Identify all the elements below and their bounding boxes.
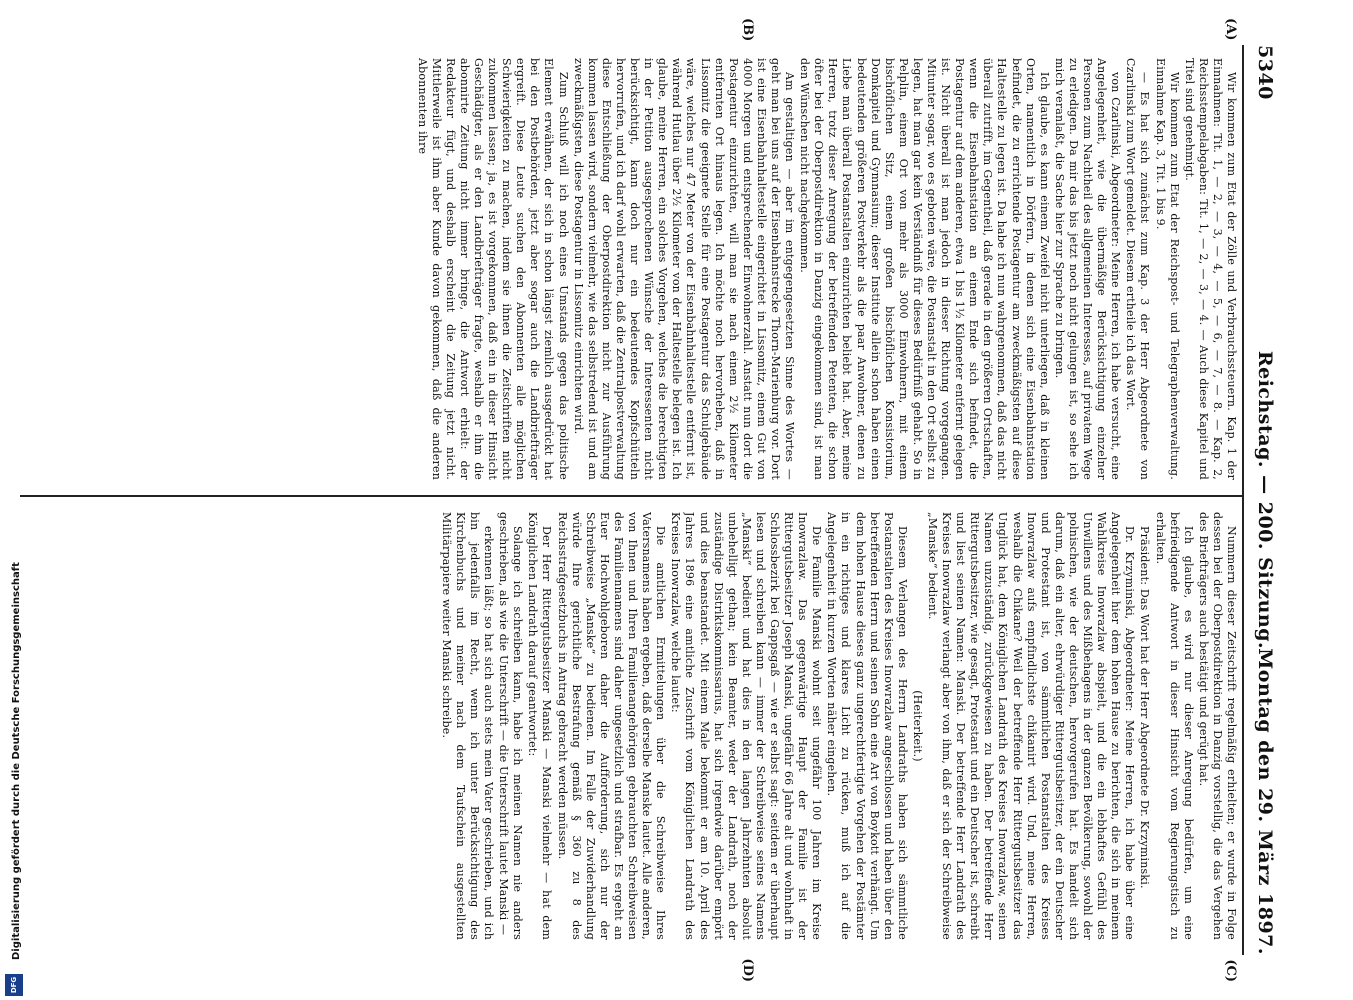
page-header (1246, 45, 1276, 955)
paragraph: — Es hat sich zunächst zum Kap. 3 der Herr Abgeordnete von Czarlinski zum Wort gemeldet. Diesem ertheile ich das Wort. (1124, 58, 1152, 480)
paragraph: Zum Schluß will ich noch eines Umstands gegen das politische Element erwähnen, der sich in schon längst ziemlich ausgedrückt hat bei den Postbehörden, jetzt aber sogar auch die Landbriefträger ergreift. Diese Leute suchen den Abonnenten alle möglichen Schwierigkeiten zu machen, indem sie ihnen die Zeitschriften nicht zukommen lassen; ja, es ist vorgekommen, daß ein in dieser Hinsicht Geschädigter, als er den Landbriefträger fragte, weshalb er ihm die abonnirte Zeitung nicht immer bringe, die Antwort erhielt: der Redakteur fügt, und deshalb erscheint die Zeitung jetzt nicht. Mittlerweile ist ihm aber Kunde davon gekommen, daß die anderen Abonnenten ihre (415, 58, 570, 480)
margin-marker-d: (D) (740, 958, 755, 982)
header-rule (1242, 45, 1244, 955)
paragraph: Ich glaube, es wird nur dieser Anregung bedürfen, um eine befriedigende Antwort in dieser Hinsicht vom Regierungstisch zu erhalten. (1153, 512, 1195, 940)
quoted-paragraph: Solange ich schreiben kann, habe ich meinen Namen nie anders geschrieben, als wie die Unterschrift — die Unterschrift lautet Manski — (497, 512, 525, 940)
paragraph: Nummern dieser Zeitschrift regelmäßig erhielten; er wurde in Folge dessen bei der Oberpostdirektion in Danzig vorstellig, die das Vergehen des Briefträgers auch bestätigt und gerügt hat. (1196, 512, 1238, 940)
margin-marker-a: (A) (1223, 18, 1238, 41)
paragraph: von Czarlinski, Abgeordneter: Meine Herren, ich habe versucht, eine Angelegenheit, wie die übermäßige Berücksichtigung einzelner Personen zum Nachtheil des allgemeinen Interesses, auf privatem Wege zu erledigen. Da mir das bis jetzt noch nicht gelungen ist, so sehe ich mich veranlaßt, die Sache hier zur Sprache zu bringen. (1052, 58, 1123, 480)
dfg-logo: DFG (5, 974, 23, 996)
paragraph: Wir kommen zum Etat der Reichspost- und Telegraphenverwaltung. Einnahme Kap. 3, Tit. 1 bis 9. (1153, 58, 1181, 480)
paragraph: Ich glaube, es kann einem Zweifel nicht unterliegen, daß in kleinen Orten, namentlich in Dörfern, in denen sich eine Eisenbahnstation befindet, die zu errichtende Postagentur am zweckmäßigsten auf diese Haltestelle zu legen ist. Da habe ich nun wahrgenommen, daß das nicht überall zutrifft, im Gegentheil, daß gerade in den größeren Ortschaften, wenn die Eisenbahnstation an einem Ende sich befindet, die Postagentur auf dem anderen, etwa 1 bis 1½ Kilometer entfernt gelegen ist. Nicht überall ist man jedoch in dieser Richtung vorgegangen. Mitunter sogar, wo es geboten wäre, die Postanstalt in den Ort selbst zu legen, hat man gar kein Verständniß für dieses Bedürfniß gehabt. So in Pelplin, einem Ort von mehr als 3000 Einwohnern, mit einem bischöflichen Sitz, einem großen bischöflichen Konsistorium, Domkapitel und Gymnasium; dieser Institute allein schon haben einen bedeutenden größeren Postverkehr als die paar Anwohner, denen zu Liebe man überall Postanstalten einzurichten beliebt hat. Aber, meine Herren, trotz dieser Anregung der betreffenden Petenten, die schon öfter bei der Oberpostdirektion in Danzig eingekommen sind, ist man den Wünschen nicht nachgekommen. (798, 58, 1051, 480)
paragraph: Die Familie Manski wohnt seit ungefähr 100 Jahren im Kreise Inowrazlaw. Das gegenwärtige Haupt der Familie ist der Rittergutsbesitzer Joseph Manski, ungefähr 66 Jahre alt und wohnhaft in Schlossbezirk bei Gappsgaß — wie er selbst sagt: seitdem er überhaupt lesen und schreiben kann — immer der Schreibweise seines Namens „Manski“ bedient und hat dies in den langen Jahrzehnten absolut unbehelligt gethan; kein Beamter, weder der Landrath, noch der zuständige Distriktskommissarius, hat sich irgendwie darüber empört und dies beanstandet. Mit einem Male bekommt er am 10. April des Jahres 1896 eine amtliche Zuschrift vom Königlichen Landrath des Kreises Inowrazlaw, welche lautet: (669, 512, 824, 940)
left-column (24, 58, 1238, 480)
paragraph: Der Herr Rittergutsbesitzer Manski — Manski vielmehr — hat dem Königlichen Landrath darauf geantwortet: (526, 512, 554, 940)
paragraph: Diesem Verlangen des Herrn Landraths haben sich sämmtliche Postanstalten des Kreises Inowrazlaw angeschlossen und haben über den betreffenden Herrn und seinen Sohn eine Art von Boykott verhängt. Um dem hohen Hause dieses ganz ungerechtfertigte Vorgehen der Postämter in ein richtiges und klares Licht zu rücken, muß ich auf die Angelegenheit in kurzen Worten näher eingehen. (825, 512, 909, 940)
right-column (24, 512, 1238, 940)
paragraph: Am gestaltigen — aber im entgegengesetzten Sinne des Wortes — geht man bei uns auf der Eisenbahnstrecke Thorn-Marienburg vor. Dort ist eine Eisenbahnhaltestelle eingerichtet in Lissomitz, einem Gut von 4000 Morgen und entsprechender Einwohnerzahl. Anstatt nun dort die Postagentur einzurichten, will man sie nach einem 2½ Kilometer entfernten Ort hinaus legen. Ich möchte noch hervorheben, daß in Lissomitz die geeignete Stelle für eine Postagentur das Schulgebäude wäre, welches nur 47 Meter von der Eisenbahnhaltestelle entfernt ist, während Hutlau über 2½ Kilometer von der Haltestelle belegen ist. Ich glaube, meine Herren, ein solches Vorgehen, welches die berechtigten in der Petition ausgesprochenen Wünsche der Interessenten nicht berücksichtigt, kann doch nur ein bedeutendes Kopfschütteln hervorrufen, und ich darf wohl erwarten, daß die Zentralpostverwaltung diese Entschließung der Oberpostdirektion nicht zur Ausführung kommen lassen wird, sondern vielmehr, wie das selbstredend ist und am zweckmäßigsten, diese Postagentur in Lissomitz einrichten wird. (571, 58, 797, 480)
margin-marker-c: (C) (1223, 959, 1238, 982)
page-date: Montag den 29. März 1897. (1254, 648, 1276, 955)
quoted-paragraph: Die amtlichen Ermittelungen über die Schreibweise Ihres Vatersnamens haben ergeben, daß derselbe Manske lautet. Alle anderen, von Ihnen und Ihren Familienangehörigen gebrauchten Schreibweisen des Familiennamens sind daher ungesetzlich und strafbar. Es ergeht an Euer Hochwohlgeboren daher die Aufforderung, sich nur der Schreibweise „Manske“ zu bedienen. Im Falle der Zuwiderhandlung würde Ihre gerichtliche Bestrafung gemäß § 360 zu 8 des Reichsstrafgesetzbuchs in Antrag gebracht werden müssen. (555, 512, 668, 940)
interjection: (Heiterkeit.) (910, 690, 924, 762)
page-number: 5340 (1254, 45, 1276, 100)
paragraph: erkennen läßt; so hat sich auch stets mein Vater geschrieben, und ich bin jedenfalls im Recht, wenn ich unter Berücksichtigung des Kirchenbuchs und meiner nach dem Taufschein ausgestellten Militärpapiere weiter Manski schreibe. (439, 512, 496, 940)
page-title: Reichstag. — 200. Sitzung. (1254, 350, 1276, 650)
credit-text: Digitalisierung gefördert durch die Deutsche Forschungsgemeinschaft (11, 562, 22, 960)
paragraph: Wir kommen zum Etat der Zölle und Verbrauchssteuern. Kap. 1 der Einnahmen: Tit. 1, — 2, — 3, — 4, — 5, — 6, — 7, — 8. — Kap. 2, Reichsstempelabgaben: Tit. 1, — 2, — 3, — 4. — Auch diese Kapitel und Titel sind genehmigt. (1182, 58, 1238, 480)
paragraph: Präsident: Das Wort hat der Herr Abgeordnete Dr. Krzyminski. (1138, 526, 1152, 889)
digitization-credit (8, 10, 22, 960)
paragraph: Dr. Krzyminski, Abgeordneter: Meine Herren, ich habe über eine Angelegenheit hier dem hohen Hause zu berichten, die sich in meinem Wahlkreise Inowrazlaw abspielt, und die ein lebhaftes Gefühl des Unwillens und des Mißbehagens in der ganzen Bevölkerung, sowohl der polnischen, wie der deutschen, hervorgerufen hat. Es handelt sich darum, daß ein alter, ehrwürdiger Rittergutsbesitzer, der ein Deutscher und Protestant ist, von sämmtlichen Postanstalten des Kreises Inowrazlaw aufs empfindlichste chikanirt wird. Und, meine Herren, weshalb die Chikane? Weil der betreffende Herr Rittergutsbesitzer das Unglück hat, dem Königlichen Landrath des Kreises Inowrazlaw, seinen Namen unzuständig, zurückgewiesen zu haben. Der betreffende Herr Rittergutsbesitzer, wie gesagt, Protestant und ein Deutscher ist, schreibt und liest seinen Namen: Manski. Der betreffende Herr Landrath des Kreises Inowrazlaw verlangt aber von ihm, daß er sich der Schreibweise „Manske“ bedient. (926, 512, 1137, 940)
margin-marker-b: (B) (740, 18, 755, 42)
column-divider (20, 495, 1242, 497)
